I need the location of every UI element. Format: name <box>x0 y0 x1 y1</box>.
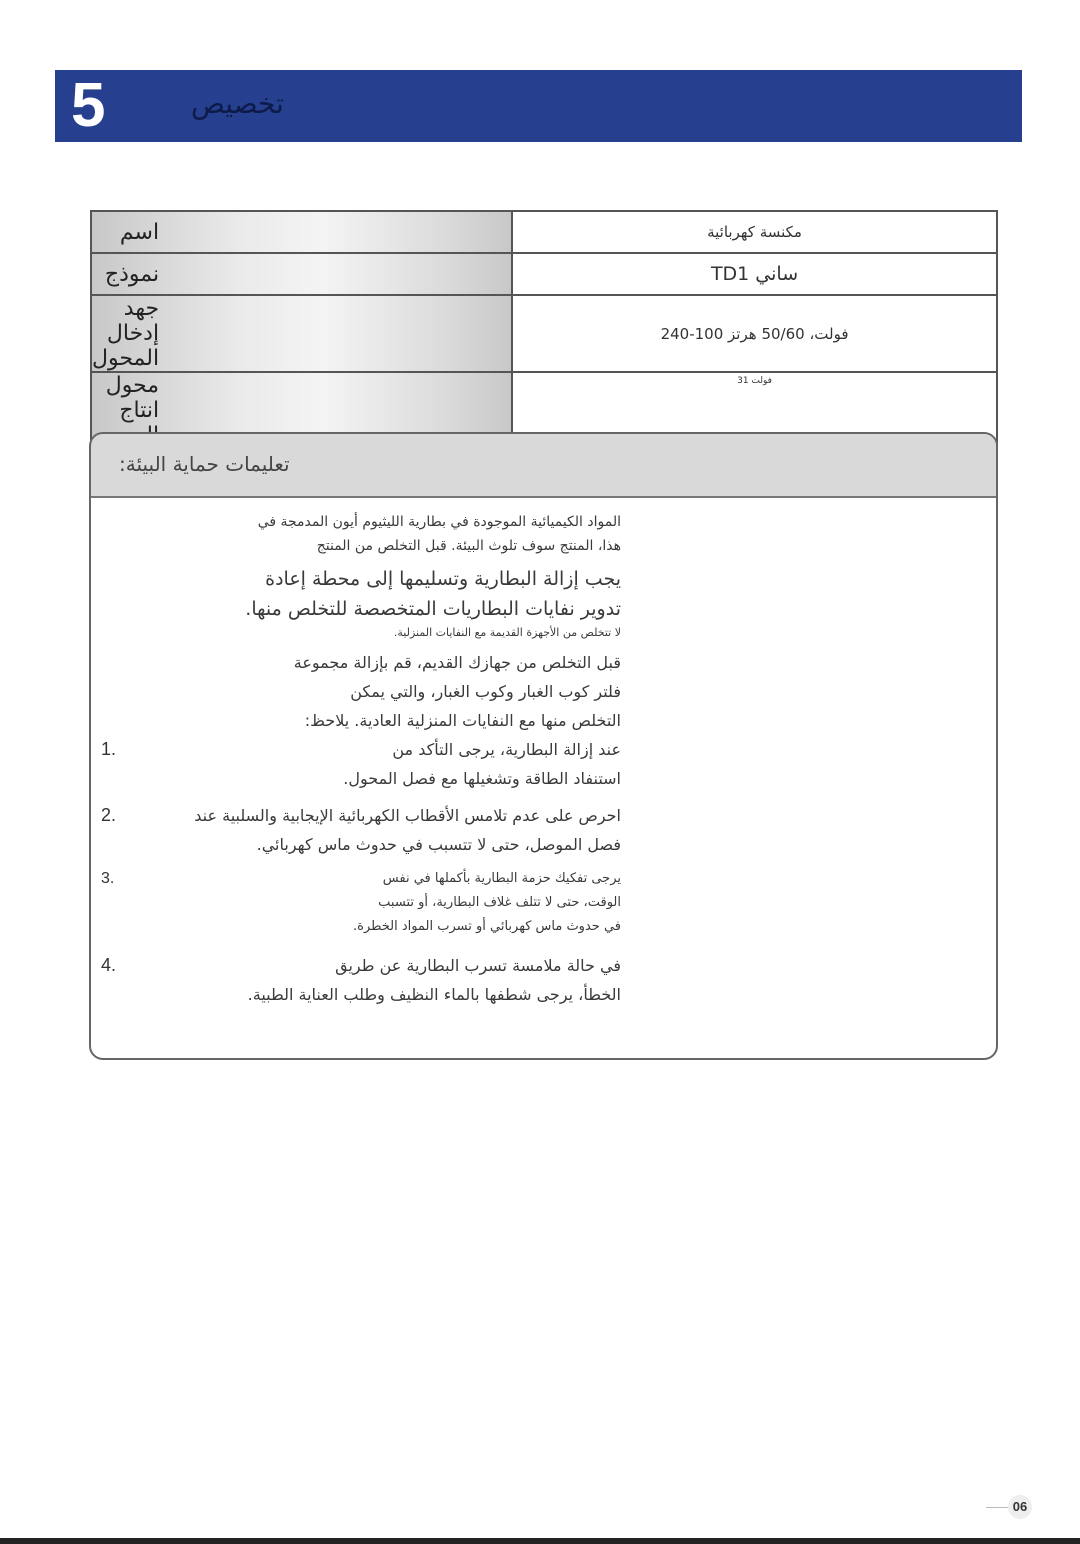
bottom-rule <box>0 1538 1080 1544</box>
list-item-number: 2. <box>101 805 117 825</box>
paragraph-line: تدوير نفايات البطاريات المتخصصة للتخلص منها. <box>245 598 621 620</box>
section-header <box>55 70 1022 142</box>
list-item <box>101 735 621 793</box>
list-item-number: 1. <box>101 739 117 759</box>
environment-panel-header <box>91 434 996 498</box>
page-number: 06 <box>1008 1495 1032 1519</box>
list-item-number: 4. <box>101 955 117 975</box>
section-number: 5 <box>71 71 106 140</box>
paragraph-line: قبل التخلص من جهازك القديم، قم بإزالة مجموعة <box>293 653 621 672</box>
paragraph-line: المواد الكيميائية الموجودة في بطارية الليثيوم أيون المدمجة في <box>257 514 621 530</box>
environment-panel-body <box>101 510 621 1009</box>
section-title: تخصيص <box>191 87 284 120</box>
spec-value-input-voltage: فولت، 50/60 هرتز 100-240 <box>512 295 997 372</box>
table-row <box>91 295 997 372</box>
paragraph-line: يجب إزالة البطارية وتسليمها إلى محطة إعادة <box>265 568 621 590</box>
spec-table <box>90 210 998 450</box>
table-row <box>91 211 997 253</box>
list-item <box>101 951 621 1009</box>
list-item <box>101 867 621 939</box>
spec-value-model: ساني TD1 <box>512 253 997 295</box>
list-item-line: عند إزالة البطارية، يرجى التأكد من <box>392 740 621 759</box>
spec-value-name: مكنسة كهربائية <box>512 211 997 253</box>
list-item-line: يرجى تفكيك حزمة البطارية بأكملها في نفس <box>382 871 621 886</box>
paragraph-line: التخلص منها مع النفايات المنزلية العادية. يلاحظ: <box>304 711 621 730</box>
spec-label-output-voltage: محول انتاج <box>91 372 512 449</box>
paragraph-line: هذا، المنتج سوف تلوث البيئة. قبل التخلص من المنتج <box>316 538 621 554</box>
list-item <box>101 801 621 859</box>
list-item-number: 3. <box>101 870 115 887</box>
page-number-rule <box>986 1507 1008 1508</box>
spec-label-input-voltage: جهد إدخال المحول <box>91 295 512 372</box>
list-item-line: الوقت، حتى لا تتلف غلاف البطارية، أو تتسبب <box>378 895 621 910</box>
paragraph-line: لا تتخلص من الأجهزة القديمة مع النفايات المنزلية. <box>393 626 621 639</box>
list-item-line: استنفاد الطاقة وتشغيلها مع فصل المحول. <box>343 769 621 788</box>
environment-panel-title: تعليمات حماية البيئة: <box>119 452 290 476</box>
list-item-line: في حدوث ماس كهربائي أو تسرب المواد الخطرة. <box>353 919 621 934</box>
list-item-line: الخطأ، يرجى شطفها بالماء النظيف وطلب العناية الطبية. <box>247 985 621 1004</box>
list-item-line: احرص على عدم تلامس الأقطاب الكهربائية الإيجابية والسلبية عند <box>194 806 621 825</box>
list-item-line: فصل الموصل، حتى لا تتسبب في حدوث ماس كهربائي. <box>256 835 621 854</box>
spec-label-model: نموذج <box>91 253 512 295</box>
spec-value-output-voltage: فولت 31 <box>512 372 997 449</box>
spec-label-name: اسم <box>91 211 512 253</box>
table-row <box>91 253 997 295</box>
list-item-line: في حالة ملامسة تسرب البطارية عن طريق <box>335 956 621 975</box>
paragraph-line: فلتر كوب الغبار وكوب الغبار، والتي يمكن <box>350 682 621 701</box>
environment-panel <box>89 432 998 1060</box>
